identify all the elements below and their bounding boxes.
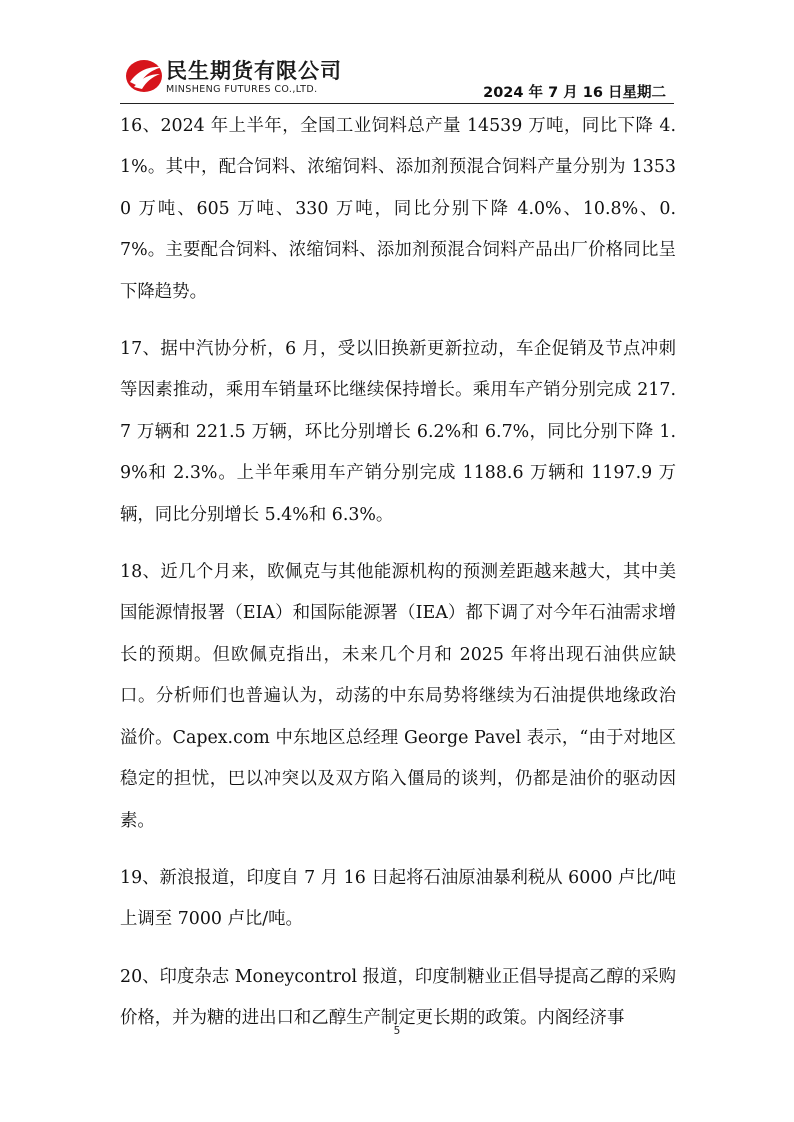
news-item-17: 17、据中汽协分析，6 月，受以旧换新更新拉动，车企促销及节点冲刺等因素推动，乘用车销量环比继续保持增长。乘用车产销分别完成 217.7 万辆和 221.5 万辆，环比分别增长 6.2%和 6.7%，同比分别下降 1.9%和 2.3%。上半年乘用车产销分别完成 1188.6 万辆和 1197.9 万辆，同比分别增长 5.4%和 6.3%。 bbox=[120, 339, 676, 525]
document-body bbox=[120, 106, 676, 1056]
report-date: 2024 年 7 月 16 日星期二 bbox=[483, 85, 666, 101]
company-name-cn: 民生期货有限公司 bbox=[166, 59, 342, 83]
news-item-18: 18、近几个月来，欧佩克与其他能源机构的预测差距越来越大，其中美国能源情报署（EIA）和国际能源署（IEA）都下调了对今年石油需求增长的预期。但欧佩克指出，未来几个月和 2025 年将出现石油供应缺口。分析师们也普遍认为，动荡的中东局势将继续为石油提供地缘政治溢价。Capex.com 中东地区总经理 George Pavel 表示，“由于对地区稳定的担忧，巴以冲突以及双方陷入僵局的谈判，仍都是油价的驱动因素。 bbox=[120, 562, 676, 831]
page-number: 5 bbox=[393, 1025, 401, 1037]
header-divider bbox=[120, 103, 674, 104]
news-item-20: 20、印度杂志 Moneycontrol 报道，印度制糖业正倡导提高乙醇的采购价格，并为糖的进出口和乙醇生产制定更长期的政策。内阁经济事 bbox=[120, 966, 676, 1029]
news-item-19: 19、新浪报道，印度自 7 月 16 日起将石油原油暴利税从 6000 卢比/吨上调至 7000 卢比/吨。 bbox=[120, 867, 676, 930]
minsheng-logo-icon bbox=[124, 58, 164, 94]
company-name-en: MINSHENG FUTURES CO.,LTD. bbox=[166, 84, 318, 95]
news-item-16: 16、2024 年上半年，全国工业饲料总产量 14539 万吨，同比下降 4.1%。其中，配合饲料、浓缩饲料、添加剂预混合饲料产量分别为 13530 万吨、605 万吨、330 万吨，同比分别下降 4.0%、10.8%、0.7%。主要配合饲料、浓缩饲料、添加剂预混合饲料产品出厂价格同比呈下降趋势。 bbox=[120, 116, 676, 302]
page-header bbox=[0, 0, 794, 104]
